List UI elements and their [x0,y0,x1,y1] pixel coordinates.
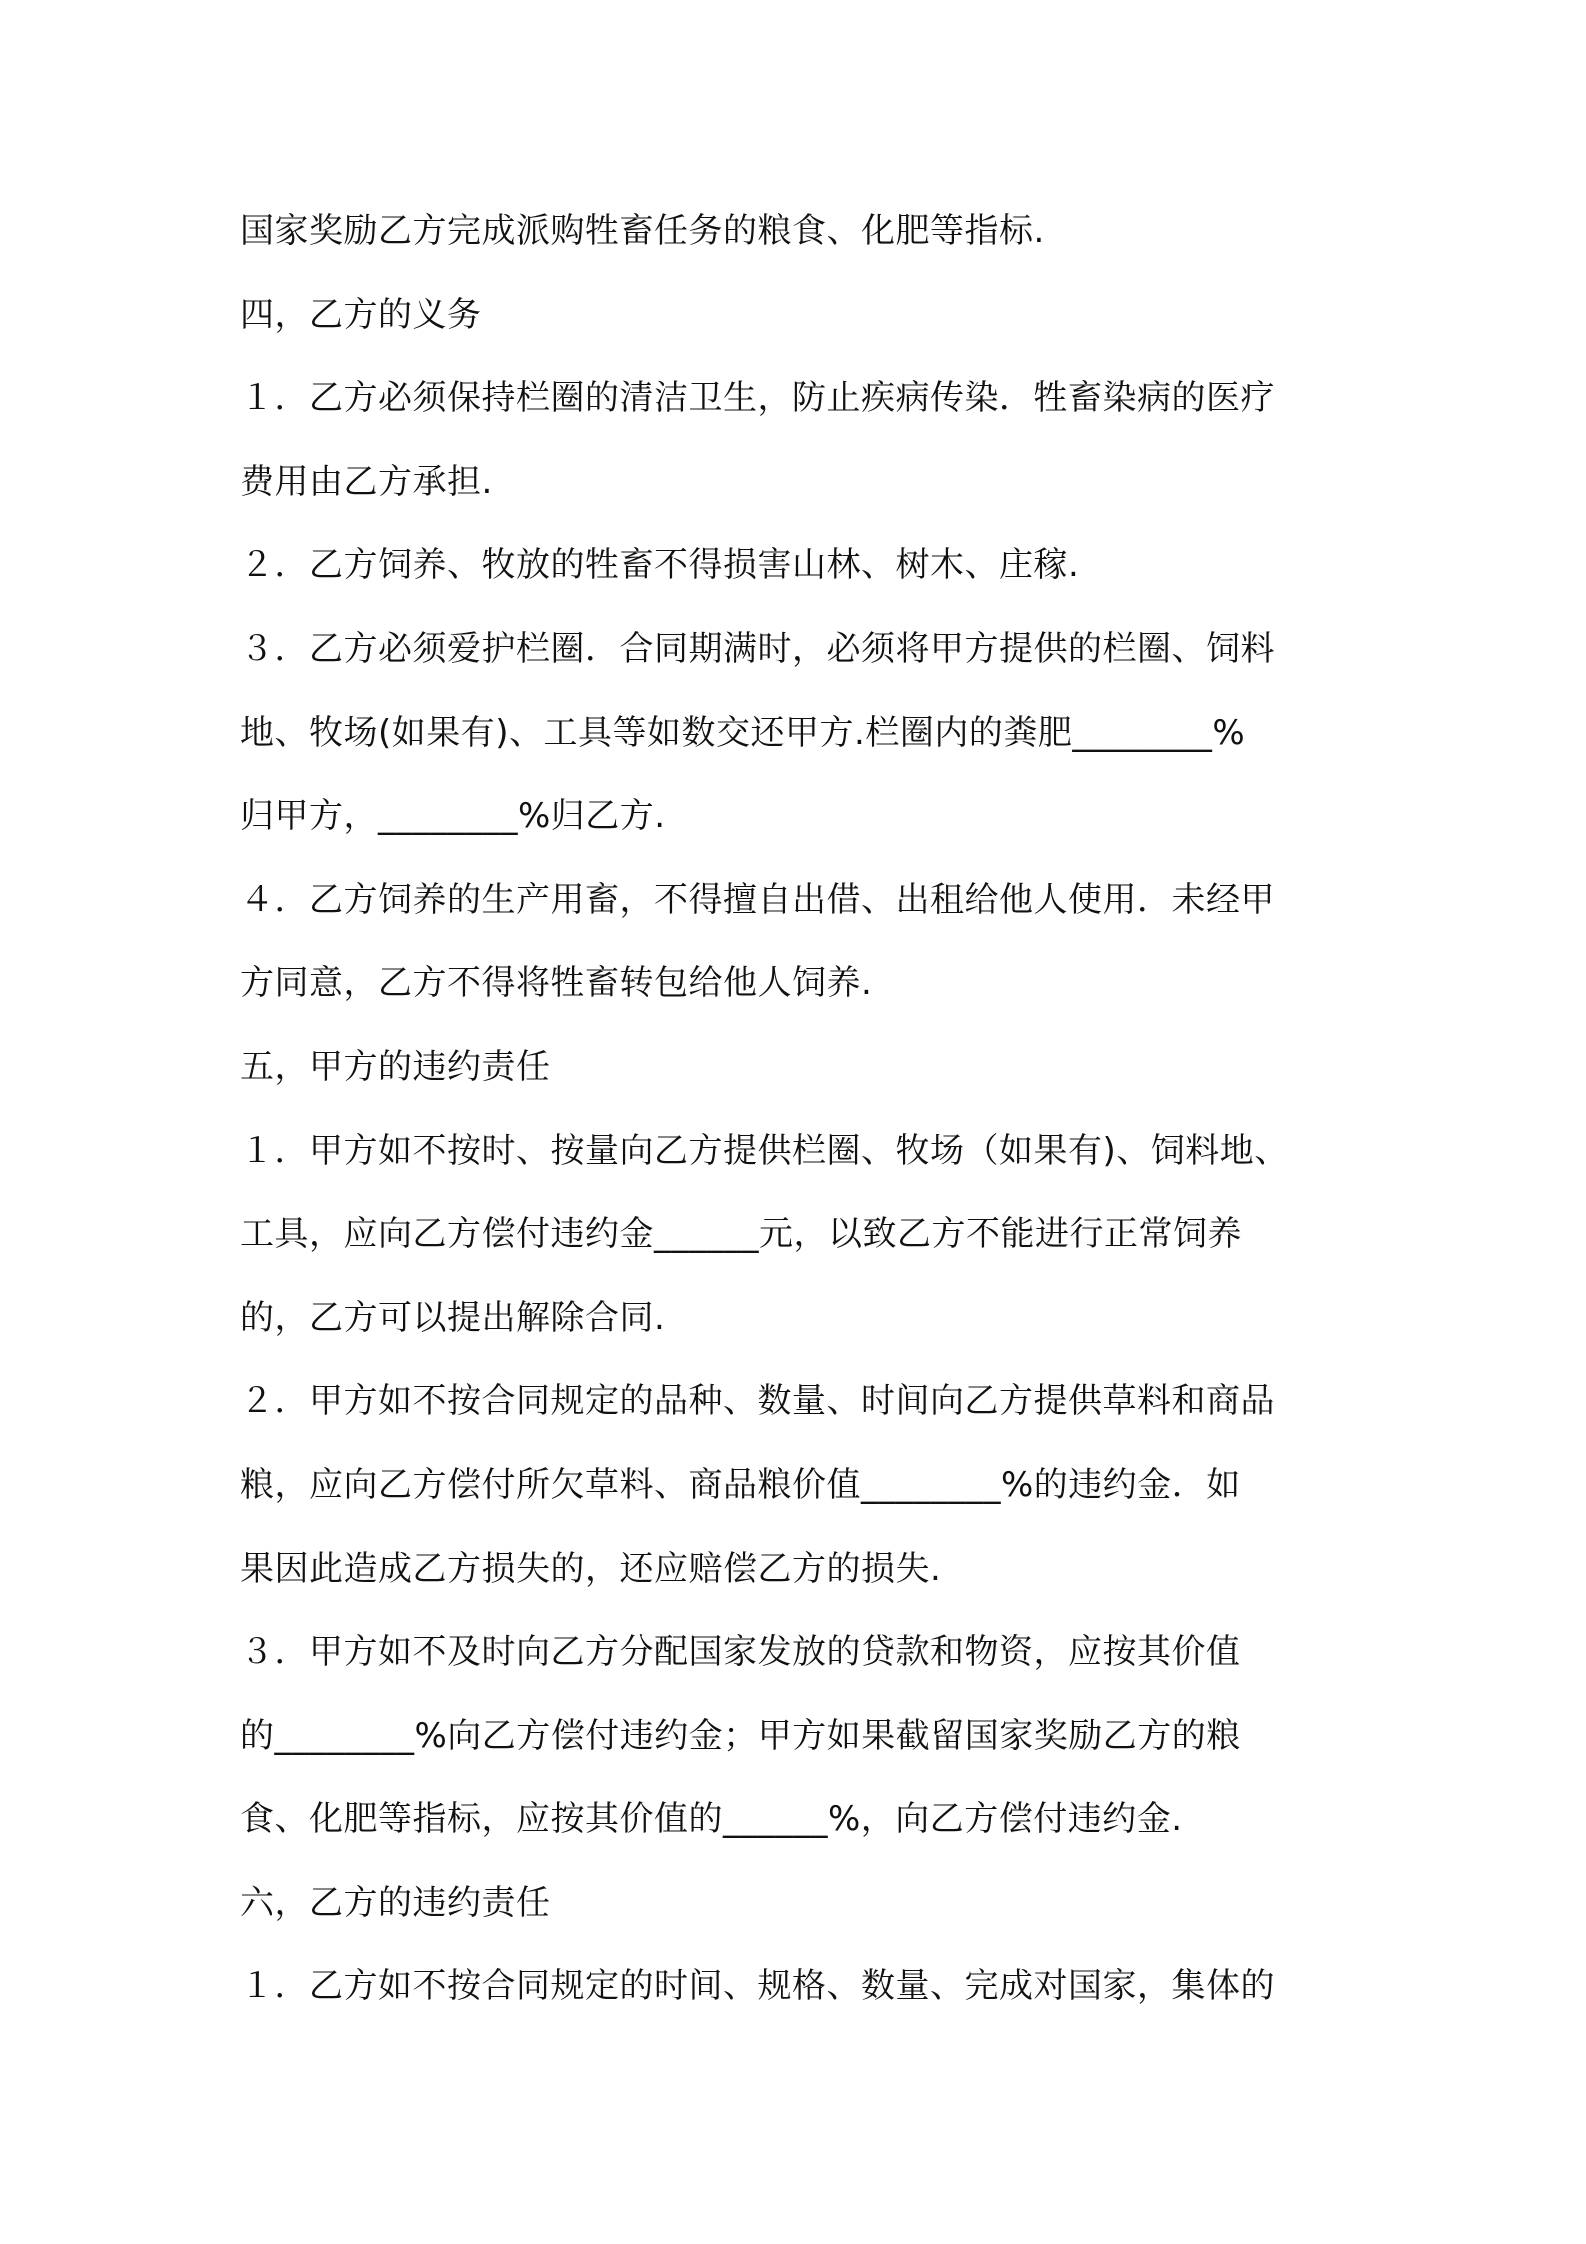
text-line: 归甲方，________%归乙方. [240,796,666,837]
text-line: 果因此造成乙方损失的，还应赔偿乙方的损失. [240,1548,942,1589]
text-line: ２．乙方饲养、牧放的牲畜不得损害山林、树木、庄稼. [240,545,1080,586]
text-line: 食、化肥等指标，应按其价值的______%，向乙方偿付违约金. [240,1799,1183,1840]
text-line: 的，乙方可以提出解除合同. [240,1297,666,1338]
text-line: 方同意，乙方不得将牲畜转包给他人饲养. [240,963,873,1004]
text-line: 地、牧场(如果有)、工具等如数交还甲方.栏圈内的粪肥________% [240,712,1246,753]
section-heading-4: 四，乙方的义务 [240,294,482,335]
text-line: 粮，应向乙方偿付所欠草料、商品粮价值________%的违约金．如 [240,1464,1241,1505]
text-line: １．甲方如不按时、按量向乙方提供栏圈、牧场（如果有)、饲料地、 [240,1130,1289,1171]
text-line: ３．甲方如不及时向乙方分配国家发放的贷款和物资，应按其价值 [240,1632,1241,1673]
text-line: 的________%向乙方偿付违约金；甲方如果截留国家奖励乙方的粮 [240,1715,1241,1756]
text-line: 国家奖励乙方完成派购牲畜任务的粮食、化肥等指标. [240,211,1045,251]
text-line: 费用由乙方承担. [240,461,493,502]
text-line: ４．乙方饲养的生产用畜，不得擅自出借、出租给他人使用．未经甲 [240,879,1275,920]
text-line: １．乙方必须保持栏圈的清洁卫生，防止疾病传染．牲畜染病的医疗 [240,378,1275,419]
text-line: 工具，应向乙方偿付违约金______元，以致乙方不能进行正常饲养 [240,1214,1242,1255]
section-heading-5: 五，甲方的违约责任 [240,1046,551,1087]
section-heading-6: 六，乙方的违约责任 [240,1882,551,1923]
document-body [240,198,1370,2037]
text-line: ３．乙方必须爱护栏圈．合同期满时，必须将甲方提供的栏圈、饲料 [240,628,1275,669]
text-line: ２．甲方如不按合同规定的品种、数量、时间向乙方提供草料和商品 [240,1381,1275,1422]
text-line: １．乙方如不按合同规定的时间、规格、数量、完成对国家，集体的 [240,1966,1275,2007]
